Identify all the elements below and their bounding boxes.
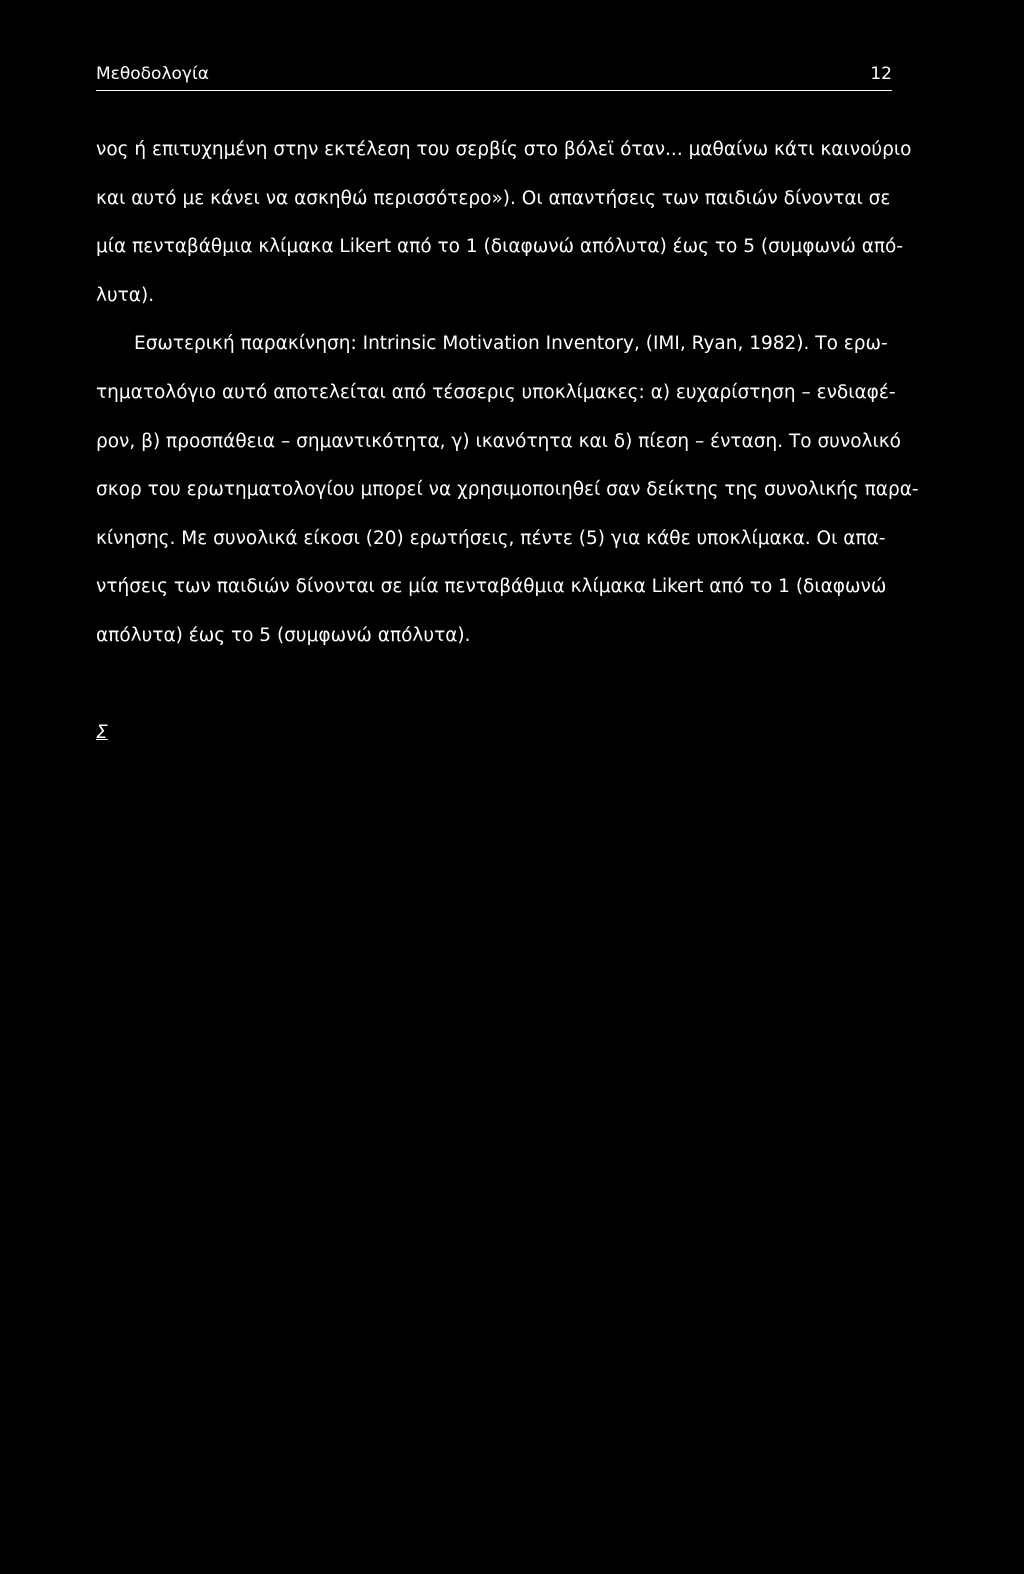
text-line: λυτα). <box>96 284 155 306</box>
paragraph-intrinsic-motivation <box>96 320 919 660</box>
section-heading: Σ <box>96 721 108 743</box>
text-line: ντήσεις των παιδιών δίνονται σε μία πενταβάθμια κλίμακα Likert από το 1 (διαφωνώ <box>96 576 887 598</box>
text-line: και αυτό με κάνει να ασκηθώ περισσότερο»). Οι απαντήσεις των παιδιών δίνονται σε <box>96 187 891 209</box>
running-header-title: Μεθοδολογία <box>96 64 209 84</box>
body-text <box>96 126 919 757</box>
page-number: 12 <box>870 64 892 84</box>
paragraph-response-scale <box>96 126 912 320</box>
text-line: νος ή επιτυχημένη στην εκτέλεση του σερβίς στο βόλεϊ όταν... μαθαίνω κάτι καινούριο <box>96 139 912 160</box>
text-line: σκορ του ερωτηματολογίου μπορεί να χρησιμοποιηθεί σαν δείκτης της συνολικής παρα- <box>96 479 919 501</box>
page-header <box>96 60 892 91</box>
text-line: Εσωτερική παρακίνηση: Intrinsic Motivation Inventory, (IMI, Ryan, 1982). Το ερω- <box>134 333 888 355</box>
text-line: απόλυτα) έως το 5 (συμφωνώ απόλυτα). <box>96 624 471 646</box>
text-line: ρον, β) προσπάθεια – σημαντικότητα, γ) ικανότητα και δ) πίεση – ένταση. Το συνολικό <box>96 430 901 452</box>
text-line: μία πενταβάθμια κλίμακα Likert από το 1 (διαφωνώ απόλυτα) έως το 5 (συμφωνώ από- <box>96 236 904 258</box>
text-line: κίνησης. Με συνολικά είκοσι (20) ερωτήσεις, πέντε (5) για κάθε υποκλίμακα. Οι απα- <box>96 527 886 549</box>
text-line: τηματολόγιο αυτό αποτελείται από τέσσερις υποκλίμακες: α) ευχαρίστηση – ενδιαφέ- <box>96 381 896 403</box>
